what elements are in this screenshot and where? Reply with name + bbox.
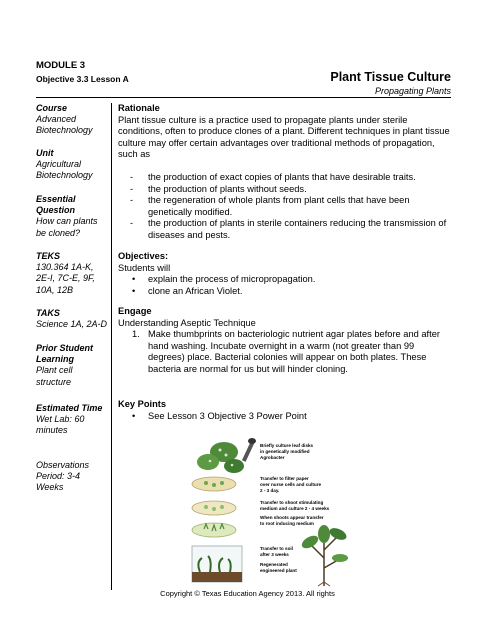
obs-value: Observations Period: 3-4 Weeks xyxy=(36,460,90,493)
course-value: Advanced Biotechnology xyxy=(36,114,93,136)
sidebar-taks xyxy=(36,308,108,330)
petri-dish-2 xyxy=(192,501,236,515)
key-points-section xyxy=(118,399,453,422)
micropropagation-diagram xyxy=(186,438,356,588)
time-value: Wet Lab: 60 minutes xyxy=(36,414,85,436)
list-item: - the production of exact copies of plants that have desirable traits. xyxy=(118,172,453,184)
list-item: - the regeneration of whole plants from plant cells that have been genetically modified. xyxy=(118,195,453,218)
figure-label: to root inducing medium xyxy=(260,521,314,526)
key-points-list xyxy=(118,411,453,423)
engage-subheading: Understanding Aseptic Technique xyxy=(118,317,256,328)
objectives-section xyxy=(118,251,453,297)
figure-label: Agrobacter xyxy=(260,455,285,460)
petri-dish-1 xyxy=(192,477,236,491)
eq-label: Essential Question xyxy=(36,194,76,216)
list-item: • explain the process of micropropagation. xyxy=(118,274,453,286)
module-label: MODULE 3 xyxy=(36,60,86,71)
unit-label: Unit xyxy=(36,148,54,158)
glass-container xyxy=(192,546,242,582)
leaf-illustration xyxy=(197,438,256,473)
sidebar-prior-learning xyxy=(36,343,108,388)
engage-section xyxy=(118,306,453,376)
figure-label: over nurse cells and culture xyxy=(260,482,322,487)
figure-label: Transfer to shoot stimulating xyxy=(260,500,324,505)
eq-value: How can plants be cloned? xyxy=(36,216,98,238)
rationale-heading: Rationale xyxy=(118,103,160,113)
objectives-intro: Students will xyxy=(118,262,171,273)
sidebar-estimated-time xyxy=(36,403,108,437)
engage-list xyxy=(118,329,453,375)
figure-label: When shoots appear transfer xyxy=(260,515,324,520)
list-item: - the production of plants without seeds. xyxy=(118,184,453,196)
figure-label: Regenerated xyxy=(260,562,288,567)
unit-value: Agricultural Biotechnology xyxy=(36,159,93,181)
taks-value: Science 1A, 2A-D xyxy=(36,319,108,330)
figure-label: after 3 weeks xyxy=(260,552,289,557)
teks-value: 130.364 1A-K, 2E-I, 7C-E, 9F, 10A, 12B xyxy=(36,262,95,295)
page-subtitle: Propagating Plants xyxy=(374,86,451,96)
sidebar-teks xyxy=(36,251,108,296)
figure-label: engineered plant xyxy=(260,568,297,573)
figure-label: Transfer to filter paper xyxy=(260,476,309,481)
figure-label: Briefly culture leaf disks xyxy=(260,443,314,448)
rationale-list xyxy=(118,172,453,242)
sidebar-unit xyxy=(36,148,108,182)
objective-lesson: Objective 3.3 Lesson A xyxy=(36,74,129,84)
key-points-heading: Key Points xyxy=(118,399,167,409)
objectives-list xyxy=(118,274,453,297)
time-label: Estimated Time xyxy=(36,403,103,413)
taks-label: TAKS xyxy=(36,308,60,318)
list-item xyxy=(118,329,453,375)
header-divider xyxy=(36,97,451,98)
column-divider xyxy=(111,103,112,590)
rationale-body: Plant tissue culture is a practice used to propagate plants under sterile conditions, often to produce clones of a plant. Different techniques in plant tissue culture may offer certain advantages over traditional methods of propagation, such as xyxy=(118,114,450,160)
sidebar-course xyxy=(36,103,108,137)
list-item: • clone an African Violet. xyxy=(118,286,453,298)
figure-label: Transfer to soil xyxy=(260,546,293,551)
psl-value: Plant cell structure xyxy=(36,365,73,387)
regenerated-plant xyxy=(300,525,349,586)
psl-label: Prior Student Learning xyxy=(36,343,94,365)
teks-label: TEKS xyxy=(36,251,61,261)
page-title: Plant Tissue Culture xyxy=(330,70,451,84)
figure-label: medium and culture 2 - 4 weeks xyxy=(260,506,330,511)
list-item: - the production of plants in sterile containers reducing the transmission of diseases and pests. xyxy=(118,218,453,241)
engage-heading: Engage xyxy=(118,306,152,316)
objectives-heading: Objectives: xyxy=(118,251,169,261)
sidebar-essential-question xyxy=(36,194,108,239)
rationale-section xyxy=(118,103,453,242)
list-item: • See Lesson 3 Objective 3 Power Point xyxy=(118,411,453,423)
figure-label: 2 - 3 day. xyxy=(260,488,280,493)
figure-label: in genetically modified xyxy=(260,449,310,454)
sidebar-observations xyxy=(36,460,108,494)
list-number: 1. xyxy=(132,329,140,340)
petri-dish-3 xyxy=(192,523,236,537)
engage-item-text: Make thumbprints on bacteriologic nutrient agar plates before and after hand washing. Incubate overnight in a warm (not greater than 99 degrees) place. Bacterial colonies will appear on both plates. These bacteria are normal for us but will hinder cloning. xyxy=(148,329,440,374)
copyright-footer: Copyright © Texas Education Agency 2013. All rights xyxy=(160,589,335,598)
course-label: Course xyxy=(36,103,68,113)
